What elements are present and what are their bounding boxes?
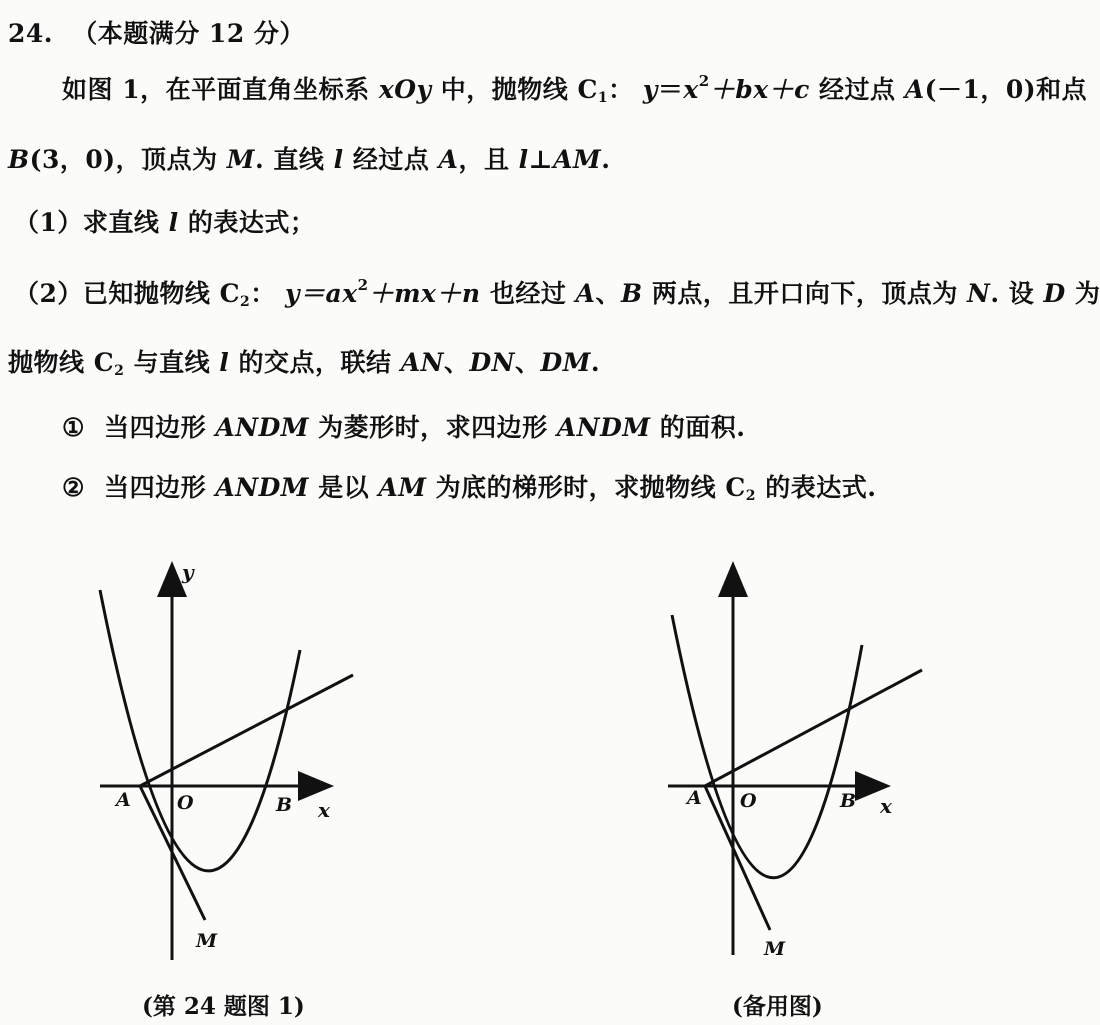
- label-m: M: [196, 930, 218, 952]
- equation: ＋mx＋n: [368, 279, 481, 308]
- point-label: D: [1043, 279, 1066, 308]
- segment-label: AM: [553, 145, 602, 174]
- equation: y＝ax: [285, 279, 358, 308]
- point-label: N: [967, 279, 991, 308]
- line-label: l: [518, 145, 529, 174]
- point-label: A: [575, 279, 596, 308]
- line-l: [705, 670, 922, 786]
- text: 当四边形: [104, 473, 216, 502]
- figure-1-caption: (第 24 题图 1): [142, 993, 305, 1020]
- parabola-c1: [100, 590, 300, 871]
- shape-label: ANDM: [215, 413, 309, 442]
- text: 求直线: [82, 208, 169, 237]
- question-2-line-2: [8, 343, 600, 379]
- text: 两点，且开口向下，顶点为: [642, 279, 968, 308]
- text: 当四边形: [104, 413, 216, 442]
- sub-question-number: ①: [62, 413, 85, 442]
- label-o: O: [740, 790, 757, 812]
- label-y: y: [182, 560, 194, 584]
- problem-header: [8, 14, 305, 50]
- label-m: M: [764, 938, 786, 960]
- text: 的表达式.: [756, 473, 877, 502]
- segment-label: DM: [540, 348, 591, 377]
- figure-2-graph: [660, 555, 990, 975]
- line-label: l: [168, 208, 179, 237]
- subscript: 2: [745, 488, 757, 504]
- label-a: A: [116, 789, 131, 811]
- text: 的交点，联结: [229, 348, 401, 377]
- text: 是以: [308, 473, 379, 502]
- text: 如图 1，在平面直角坐标系: [62, 75, 379, 104]
- intro-line-1: [62, 70, 1087, 106]
- intro-line-2: [8, 140, 610, 176]
- point-label: M: [226, 145, 255, 174]
- text: .: [601, 145, 611, 174]
- equation: x: [683, 75, 699, 104]
- question-number: （1）: [14, 208, 83, 237]
- text: (3，0)，顶点为: [29, 145, 227, 174]
- text: ：: [250, 279, 276, 308]
- segment-label: AN: [400, 348, 444, 377]
- label-a: A: [687, 787, 702, 809]
- shape-label: ANDM: [556, 413, 651, 442]
- text: 、: [595, 279, 621, 308]
- text: ：: [608, 75, 634, 104]
- equation: ＋bx＋c: [709, 75, 810, 104]
- text: xOy: [378, 75, 432, 104]
- line-label: l: [333, 145, 344, 174]
- text: 经过点: [809, 75, 905, 104]
- problem-number: 24.: [8, 19, 53, 48]
- text: ，且: [458, 145, 519, 174]
- sub-question-2: [62, 468, 876, 504]
- label-x: x: [880, 794, 892, 818]
- label-x: x: [318, 798, 330, 822]
- segment-am: [705, 786, 770, 930]
- sub-question-1: [62, 408, 745, 444]
- text: 中，抛物线 C: [431, 75, 598, 104]
- text: 的表达式；: [178, 208, 316, 237]
- text: 为菱形时，求四边形: [308, 413, 557, 442]
- question-1: [14, 203, 315, 239]
- segment-label: AM: [378, 473, 427, 502]
- text: 、: [443, 348, 470, 377]
- text: 为底的梯形时，求抛物线 C: [426, 473, 746, 502]
- equation: y: [642, 75, 658, 104]
- equation: ＝: [657, 75, 684, 104]
- subscript: 2: [114, 363, 125, 379]
- text: 也经过: [480, 279, 576, 308]
- label-o: O: [177, 792, 194, 814]
- exponent: 2: [357, 276, 369, 294]
- shape-label: ANDM: [215, 473, 309, 502]
- score-note: （本题满分 12 分）: [72, 19, 305, 48]
- label-b: B: [840, 790, 857, 812]
- label-b: B: [276, 794, 293, 816]
- line-label: l: [219, 348, 230, 377]
- text: 、: [515, 348, 541, 377]
- point-label: A: [904, 75, 925, 104]
- text: 与直线: [124, 348, 220, 377]
- perp-symbol: ⊥: [528, 145, 554, 174]
- text: 的面积.: [650, 413, 746, 442]
- question-2-line-1: [14, 274, 1100, 310]
- text: (－1，0)和点: [924, 75, 1088, 104]
- text: . 设: [990, 279, 1044, 308]
- figure-1-graph: [90, 555, 420, 975]
- point-label: B: [8, 145, 30, 174]
- sub-question-number: ②: [62, 473, 85, 502]
- question-number: （2）: [14, 279, 83, 308]
- point-label: B: [620, 279, 643, 308]
- text: 为: [1065, 279, 1100, 308]
- exponent: 2: [698, 72, 710, 90]
- figure-2-caption: (备用图): [732, 993, 823, 1020]
- text: .: [590, 348, 601, 377]
- parabola-c1: [672, 615, 862, 878]
- subscript: 2: [240, 294, 251, 310]
- text: 已知抛物线 C: [82, 279, 241, 308]
- subscript: 1: [597, 90, 609, 106]
- segment-label: DN: [469, 348, 515, 377]
- text: 经过点: [343, 145, 439, 174]
- text: 抛物线 C: [8, 348, 115, 377]
- text: . 直线: [254, 145, 334, 174]
- point-label: A: [438, 145, 459, 174]
